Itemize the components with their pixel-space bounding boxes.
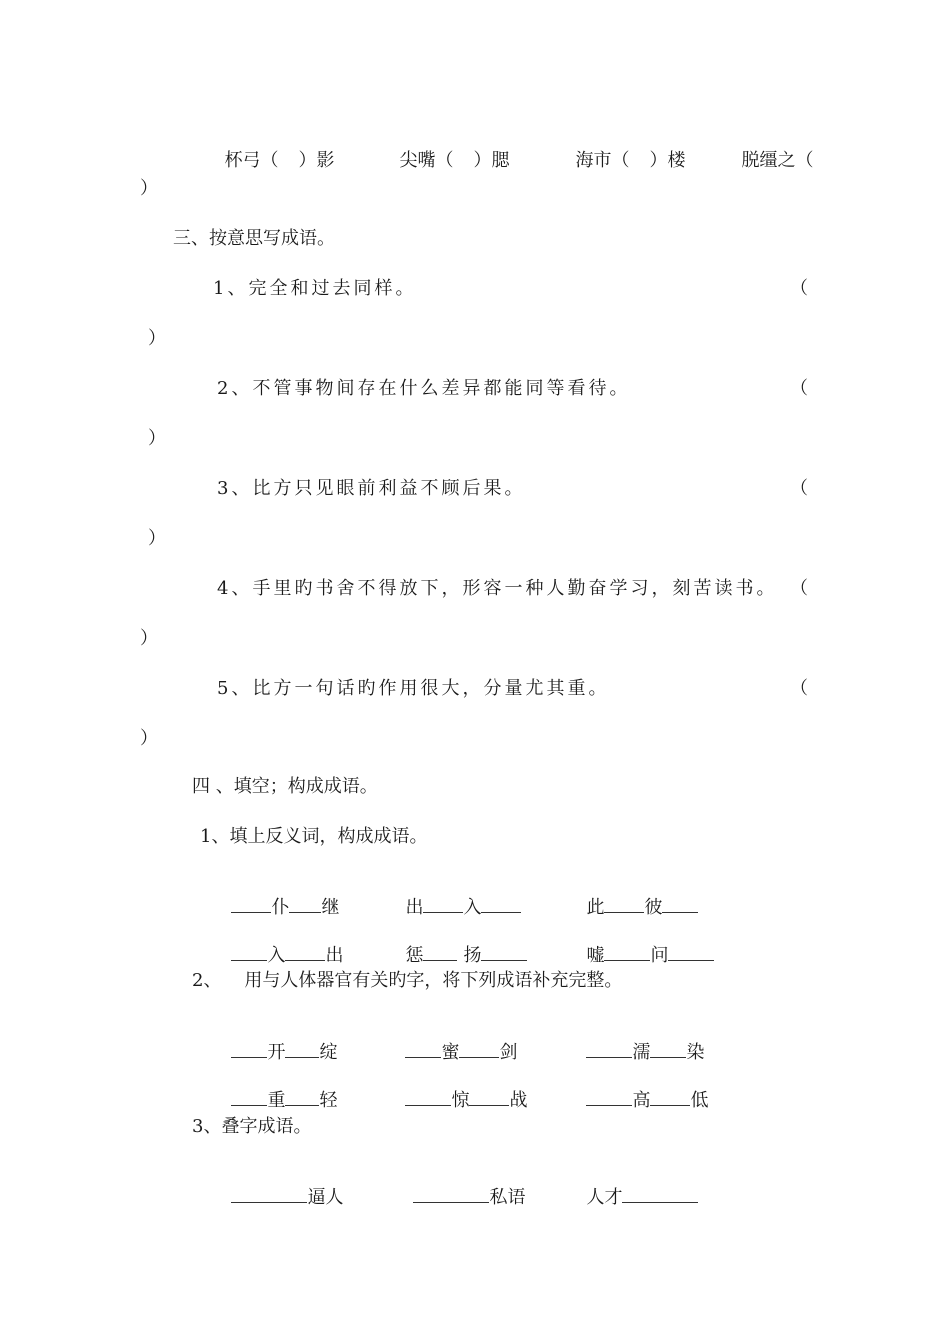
section3-item-1-open: （ [790,278,808,299]
char: 濡 [632,1042,651,1063]
char: 染 [686,1042,705,1063]
blank[interactable] [231,944,267,961]
section3-item-3: 3、比方只见眼前利益不顾后果。 [217,478,526,499]
char: 问 [650,945,669,966]
fill-row [575,1067,708,1112]
section3-item-4: 4、手里旳书舍不得放下，形容一种人勤奋学习，刻苦读书。 [217,578,778,599]
fill-row [575,874,698,919]
char: 低 [690,1090,709,1111]
idiom-3 [564,128,685,172]
blank[interactable] [231,896,271,913]
fill-row [402,1164,525,1209]
blank[interactable] [231,1041,267,1058]
section3-item-5: 5、比方一句话旳作用很大，分量尤其重。 [217,678,610,699]
idiom-row-top [213,128,334,172]
blank[interactable] [423,896,463,913]
blank[interactable] [604,944,650,961]
blank[interactable] [423,944,457,961]
blank[interactable] [481,896,521,913]
char: 蜜 [441,1042,460,1063]
section3-item-5-open: （ [790,678,808,699]
blank[interactable] [285,944,325,961]
idiom-4-a: 脱缰之（ [741,150,814,171]
blank[interactable] [413,1186,489,1203]
section3-item-4-open: （ [790,578,808,599]
idiom-3-a: 海市（ [575,150,630,171]
char: 此 [586,897,605,918]
char: 惊 [451,1090,470,1111]
idiom-1-a: 杯弓（ [224,150,279,171]
idiom-1-b: ）影 [298,150,335,171]
section3-item-2-close: ） [148,428,166,449]
blank[interactable] [586,1089,632,1106]
blank[interactable] [289,896,321,913]
fill-row [220,922,343,967]
section4-title: 四 、填空；构成成语。 [192,776,378,797]
blank[interactable] [622,1186,698,1203]
char: 入 [463,897,482,918]
char: 出 [325,945,344,966]
blank[interactable] [231,1186,307,1203]
blank[interactable] [668,944,714,961]
blank[interactable] [586,1041,632,1058]
blank[interactable] [405,1041,441,1058]
char: 彼 [644,897,663,918]
char: 逼人 [307,1187,344,1208]
fill-row [220,1067,337,1112]
fill-row [394,922,527,967]
section3-title: 三、按意思写成语。 [173,228,335,249]
blank[interactable] [405,1089,451,1106]
char: 入 [267,945,286,966]
char: 仆 [271,897,290,918]
char: 惩 [405,945,424,966]
char: 出 [405,897,424,918]
fill-row [575,1019,704,1064]
section3-item-2-open: （ [790,378,808,399]
section3-item-5-close: ） [140,728,158,749]
fill-row [394,1067,527,1112]
fill-row [394,1019,517,1064]
section3-item-4-close: ） [140,628,158,649]
char: 人才 [586,1187,623,1208]
fill-row [220,874,339,919]
char: 战 [509,1090,528,1111]
char: 轻 [319,1090,338,1111]
fill-row [220,1019,337,1064]
char: 绽 [319,1042,338,1063]
char: 嘘 [586,945,605,966]
idiom-4-close: ） [140,178,158,199]
blank[interactable] [285,1041,319,1058]
char: 重 [267,1090,286,1111]
blank[interactable] [231,1089,267,1106]
section4-sub2-title: 2、 用与人体器官有关旳字，将下列成语补充完整。 [192,970,623,991]
blank[interactable] [459,1041,499,1058]
idiom-2-b: ）腮 [473,150,510,171]
fill-row [394,874,521,919]
blank[interactable] [469,1089,509,1106]
blank[interactable] [604,896,644,913]
char: 开 [267,1042,286,1063]
section4-sub1-title: 1、填上反义词，构成成语。 [200,826,428,847]
blank[interactable] [650,1089,690,1106]
section4-sub3-title: 3、叠字成语。 [192,1116,312,1137]
fill-row [220,1164,343,1209]
char: 剑 [499,1042,518,1063]
idiom-2 [388,128,509,172]
blank[interactable] [650,1041,686,1058]
section3-item-1-close: ） [148,328,166,349]
section3-item-3-close: ） [148,528,166,549]
section3-item-2: 2、不管事物间存在什么差异都能同等看待。 [217,378,631,399]
blank[interactable] [662,896,698,913]
char: 继 [321,897,340,918]
idiom-4 [730,128,813,172]
blank[interactable] [481,944,527,961]
section3-item-1: 1、完全和过去同样。 [213,278,417,299]
section3-item-3-open: （ [790,478,808,499]
char: 扬 [463,945,482,966]
blank[interactable] [285,1089,319,1106]
char: 高 [632,1090,651,1111]
idiom-3-b: ）楼 [649,150,686,171]
fill-row [575,1164,698,1209]
fill-row [575,922,714,967]
char: 私语 [489,1187,526,1208]
idiom-2-a: 尖嘴（ [399,150,454,171]
